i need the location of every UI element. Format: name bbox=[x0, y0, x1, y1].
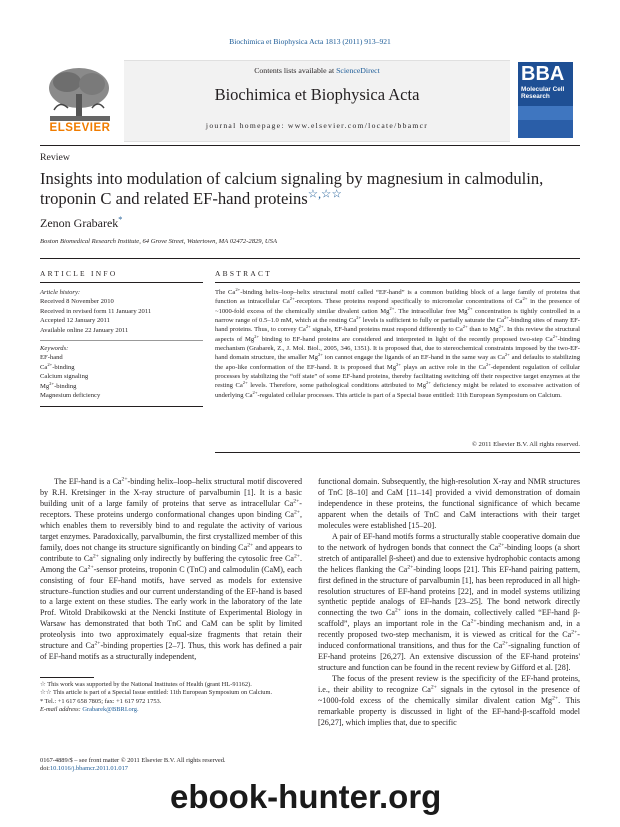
article-info-separator bbox=[40, 340, 203, 341]
issn-block bbox=[40, 757, 302, 774]
journal-masthead bbox=[40, 60, 580, 142]
footnote-special-issue: ☆☆ This article is part of a Special Issue entitled: 11th European Symposium on Calcium. bbox=[40, 689, 273, 697]
contents-line bbox=[124, 66, 510, 75]
journal-title: Biochimica et Biophysica Acta bbox=[214, 85, 420, 104]
keyword-item: EF-hand bbox=[40, 354, 63, 362]
footnotes bbox=[40, 681, 302, 715]
issn-line: 0167-4889/$ – see front matter © 2011 Elsevier B.V. All rights reserved. bbox=[40, 757, 226, 764]
abstract-bottom-rule bbox=[215, 452, 580, 453]
publisher-wordmark: ELSEVIER bbox=[49, 122, 111, 134]
body-column-left bbox=[40, 477, 302, 663]
body-paragraph: The EF-hand is a $Ca^{2+}$-binding helix–loop–helix structural motif discovered by R.H. Kretsinger in the X-ray structure of parvalbumin [1]. It is a basic building unit of a large family of proteins that serve as intracellular $Ca^{2+}$-receptors. These proteins undergo conformational changes upon binding $Ca^{2+}$, which enables them to reversibly bind to and regulate the activity of various target enzymes. Paradoxically, parvalbumin, the first crystallized member of this family, does not change its structure significantly on binding $Ca^{2+}$ and appears to contribute to $Ca^{2+}$ signaling only indirectly by buffering the cytosolic free $Ca^{2+}$. Among the $Ca^{2+}$-sensor proteins, troponin C (TnC) and calmodulin (CaM), each consisting of four EF-hand motifs, have served as models for extensive structure–function studies and our current understanding of the EF-hand is based to a large extent on these studies. The early work in the laboratory of the late Prof. Witold Drabikowski at the Nencki Institute of Experimental Biology in Warsaw has demonstrated that both TnC and CaM can be split by limited proteolysis into two approximately equal-size fragments that retain their structure and $Ca^{2+}$-binding properties [2–7]. Thus, this work has defined a pair of EF-hand motifs as a structurally independent, bbox=[40, 476, 302, 662]
keywords-label: Keywords: bbox=[40, 345, 69, 352]
cover-subtitle: Molecular Cell Research bbox=[521, 86, 565, 101]
author-footnote-mark[interactable]: * bbox=[118, 215, 123, 224]
title-footnote-marks[interactable]: ☆,☆☆ bbox=[307, 187, 342, 201]
abstract-text: The $Ca^{2+}$-binding helix–loop–helix structural motif called “EF-hand” is a common building block of a large family of proteins that function as intracellular $Ca^{2+}$-receptors. These proteins respond specifically to micromolar concentrations of $Ca^{2+}$ in the presence of ~1000-fold excess of the chemically similar divalent cation $Mg^{2+}$. The intracellular free $Mg^{2+}$ concentration is tightly controlled in a narrow range of 0.5–1.0 mM, which at the resting $Ca^{2+}$ levels is sufficient to fully or partially saturate the $Ca^{2+}$-binding sites of many EF-hand proteins. Thus, to convey $Ca^{2+}$ signals, EF-hand proteins must respond differently to $Ca^{2+}$ than to $Mg^{2+}$. In this review the structural aspects of $Mg^{2+}$ binding to EF-hand proteins are considered and interpreted in light of the recently proposed two-step $Ca^{2+}$-binding mechanism (Grabarek, Z., J. Mol. Biol., 2005, 346, 1351). It is proposed that, due to stereochemical constraints imposed by the two-EF-hand domain structure, the smaller $Mg^{2+}$ ion cannot engage the ligands of an EF-hand in the same way as $Ca^{2+}$ and defaults to stabilizing the apo-like conformation of the EF-hand. It is proposed that $Mg^{2+}$ plays an active role in the $Ca^{2+}$-dependent regulation of cellular processes by stabilizing the “off state” of some EF-hand proteins, thereby facilitating switching off their respective target enzymes at the resting $Ca^{2+}$ levels. Therefore, some pathological conditions attributed to $Mg^{2+}$ deficiency might be related to excessive activation of underlying $Ca^{2+}$-regulated cellular processes. This article is part of a Special Issue entitled: 11th European Symposium on Calcium. bbox=[215, 286, 581, 399]
abstract-heading: ABSTRACT bbox=[215, 269, 273, 278]
article-info-heading: ARTICLE INFO bbox=[40, 269, 118, 278]
email-label: E-mail address: bbox=[40, 706, 83, 714]
keyword-item: Calcium signaling bbox=[40, 373, 89, 381]
doi-link[interactable]: 10.1016/j.bbamcr.2011.01.017 bbox=[49, 765, 128, 773]
history-received: Received 8 November 2010 bbox=[40, 298, 114, 306]
history-label: Article history: bbox=[40, 289, 81, 296]
abstract-rule bbox=[215, 282, 580, 283]
sciencedirect-link[interactable]: ScienceDirect bbox=[336, 66, 380, 75]
keyword-item: Magnesium deficiency bbox=[40, 392, 101, 400]
history-accepted: Accepted 12 January 2011 bbox=[40, 317, 110, 325]
journal-info-band bbox=[124, 60, 510, 142]
history-revised: Received in revised form 11 January 2011 bbox=[40, 307, 152, 315]
body-paragraph: A pair of EF-hand motifs forms a structurally stable cooperative domain due to the network of hydrogen bonds that connect the $Ca^{2+}$-binding loops (a short stretch of antiparallel β-sheet) and due to extensive hydrophobic contacts among the helices flanking the $Ca^{2+}$-binding loops [21]. This EF-hand pairing pattern, first defined in the structure of parvalbumin [1], has been reproduced in all high-resolution structures of EF-hand proteins [22], and in model systems utilizing synthetic peptide analogs of EF-hands [23–25]. The bond network directly connecting the two $Ca^{2+}$ ions in the domain, collectively called “EF-hand β-scaffold”, plays an important role in the $Ca^{2+}$-binding mechanism and, in a recently proposed two-step mechanism, it is viewed as critical for the $Ca^{2+}$-induced conformational transitions, and thus for the $Ca^{2+}$-signaling function of EF-hand proteins [26,27]. An extensive discussion of the EF-hand proteins' structure and function can be found in the recent review by Gifford et al. [28]. bbox=[318, 531, 581, 673]
footnote-funding: ☆ This work was supported by the National Institutes of Health (grant HL-91162). bbox=[40, 681, 252, 688]
author-email-link[interactable]: Grabarek@BBRI.org. bbox=[82, 706, 139, 714]
keywords bbox=[40, 344, 203, 400]
contents-prefix: Contents lists available at bbox=[254, 66, 337, 75]
history-online: Available online 22 January 2011 bbox=[40, 326, 129, 334]
doi-label: doi: bbox=[40, 765, 50, 773]
abstract-copyright: © 2011 Elsevier B.V. All rights reserved. bbox=[471, 441, 580, 448]
article-info-bottom-rule bbox=[40, 406, 203, 407]
footnote-rule bbox=[40, 677, 94, 678]
author-name: Zenon Grabarek bbox=[40, 216, 119, 230]
author-line bbox=[40, 216, 122, 231]
journal-cover-image bbox=[518, 62, 573, 138]
body-paragraph: functional domain. Subsequently, the high-resolution X-ray and NMR structures of TnC [8–10] and CaM [11–14] provided a vivid demonstration of domain independence in these proteins, the functional significance of which became apparent when the details of TnC and CaM interactions with their target molecules were established [15–20]. bbox=[318, 477, 580, 530]
author-affiliation: Boston Biomedical Research Institute, 64 Grove Street, Watertown, MA 02472-2829, USA bbox=[40, 238, 277, 245]
article-title-line1: Insights into modulation of calcium signaling by magnesium in calmodulin, bbox=[40, 169, 544, 188]
article-type: Review bbox=[40, 152, 70, 163]
article-history bbox=[40, 288, 203, 335]
article-info-rule bbox=[40, 282, 203, 283]
body-paragraph: The focus of the present review is the specificity of the EF-hand proteins, i.e., their ability to recognize $Ca^{2+}$ signals in the cytosol in the presence of ~1000-fold excess of the chemically similar divalent cation $Mg^{2+}$. This remarkable property is discussed in light of the EF-hand-β-scaffold model [26,27], which implies that, due to specific bbox=[318, 674, 580, 727]
journal-homepage-link[interactable]: journal homepage: www.elsevier.com/locate/bbamcr bbox=[205, 121, 429, 130]
title-divider bbox=[40, 258, 580, 259]
keyword-item: $Mg^{2+}$-binding bbox=[40, 380, 77, 390]
cover-stripe bbox=[518, 120, 573, 138]
footnote-contact: * Tel.: +1 617 658 7805; fax: +1 617 972 1753. bbox=[40, 697, 162, 705]
article-title-line2: troponin C and related EF-hand proteins bbox=[40, 189, 308, 208]
journal-citation[interactable]: Biochimica et Biophysica Acta 1813 (2011) 913–921 bbox=[229, 37, 391, 46]
masthead-divider bbox=[40, 145, 580, 146]
cover-title: BBA bbox=[521, 63, 565, 85]
article-title bbox=[40, 169, 580, 209]
keyword-item: $Ca^{2+}$-binding bbox=[40, 361, 75, 371]
watermark-text: ebook-hunter.org bbox=[170, 778, 442, 815]
body-column-right bbox=[318, 477, 580, 729]
